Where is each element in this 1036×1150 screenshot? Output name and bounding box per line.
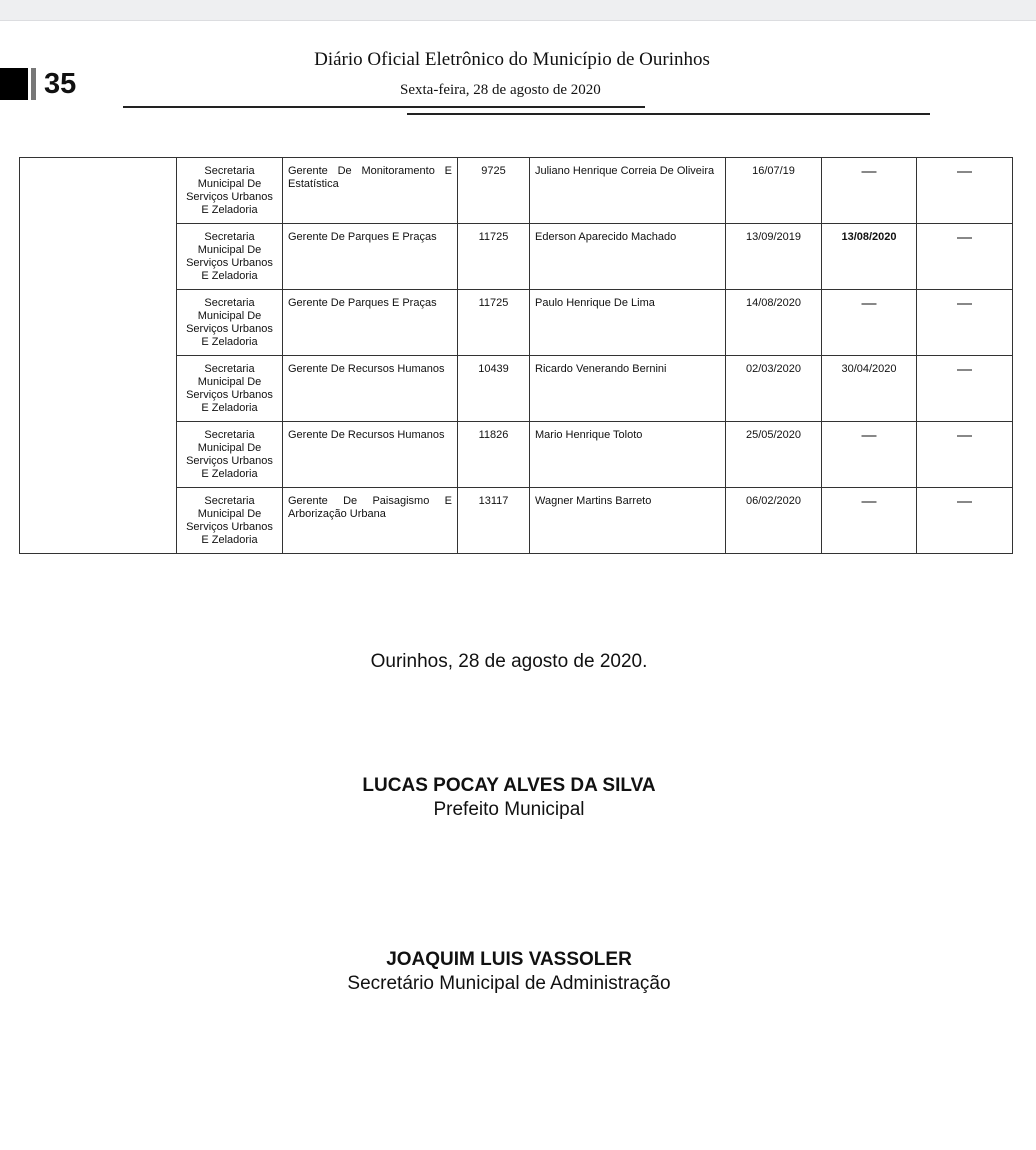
cell-secretaria: Secretaria Municipal De Serviços Urbanos E Zeladoria — [177, 488, 283, 554]
cell-cargo: Gerente De Recursos Humanos — [283, 422, 458, 488]
place-date: Ourinhos, 28 de agosto de 2020. — [370, 651, 648, 672]
table-row — [20, 158, 1013, 224]
cell-data-inicio: 06/02/2020 — [726, 488, 822, 554]
cell-numero: 11725 — [458, 290, 530, 356]
cell-secretaria: Secretaria Municipal De Serviços Urbanos E Zeladoria — [177, 356, 283, 422]
cell-cargo: Gerente De Paisagismo E Arborização Urbana — [283, 488, 458, 554]
cell-data-fim: 30/04/2020 — [822, 356, 917, 422]
cell-secretaria: Secretaria Municipal De Serviços Urbanos E Zeladoria — [177, 422, 283, 488]
signature-role: Prefeito Municipal — [433, 799, 585, 820]
cell-data-inicio: 13/09/2019 — [726, 224, 822, 290]
cell-nome: Juliano Henrique Correia De Oliveira — [530, 158, 726, 224]
cell-numero: 9725 — [458, 158, 530, 224]
signature-name: JOAQUIM LUIS VASSOLER — [386, 949, 632, 970]
cell-data-inicio: 16/07/19 — [726, 158, 822, 224]
cell-cargo: Gerente De Parques E Praças — [283, 224, 458, 290]
cell-nome: Wagner Martins Barreto — [530, 488, 726, 554]
appointments-table — [19, 157, 1013, 554]
cell-data-fim: — — [822, 488, 917, 554]
cell-data-fim: — — [822, 290, 917, 356]
cell-observacao: — — [917, 356, 1013, 422]
cell-observacao: — — [917, 290, 1013, 356]
masthead-title-text: Diário Oficial Eletrônico do Município de Ourinhos — [314, 49, 710, 70]
masthead-title — [0, 49, 1036, 71]
page-marker-block — [0, 68, 28, 100]
cell-cargo: Gerente De Monitoramento E Estatística — [283, 158, 458, 224]
cell-numero: 10439 — [458, 356, 530, 422]
cell-secretaria: Secretaria Municipal De Serviços Urbanos E Zeladoria — [177, 224, 283, 290]
cell-numero: 11826 — [458, 422, 530, 488]
page-marker-bar — [31, 68, 36, 100]
viewer-top-bar — [0, 0, 1036, 21]
signature-name: LUCAS POCAY ALVES DA SILVA — [362, 775, 656, 796]
page-number: 35 — [44, 68, 77, 100]
cell-data-inicio: 25/05/2020 — [726, 422, 822, 488]
cell-nome: Paulo Henrique De Lima — [530, 290, 726, 356]
cell-observacao: — — [917, 224, 1013, 290]
cell-secretaria: Secretaria Municipal De Serviços Urbanos E Zeladoria — [177, 158, 283, 224]
cell-blank-left — [20, 158, 177, 554]
cell-data-fim: — — [822, 422, 917, 488]
page-marker — [0, 68, 76, 100]
signature-role: Secretário Municipal de Administração — [347, 973, 671, 994]
masthead-rule-upper — [123, 106, 645, 108]
masthead-date: Sexta-feira, 28 de agosto de 2020 — [400, 82, 601, 98]
cell-data-inicio: 14/08/2020 — [726, 290, 822, 356]
cell-data-inicio: 02/03/2020 — [726, 356, 822, 422]
masthead-rule-lower — [407, 113, 930, 115]
cell-observacao: — — [917, 158, 1013, 224]
cell-nome: Ricardo Venerando Bernini — [530, 356, 726, 422]
cell-data-fim: — — [822, 158, 917, 224]
cell-nome: Ederson Aparecido Machado — [530, 224, 726, 290]
cell-nome: Mario Henrique Toloto — [530, 422, 726, 488]
cell-numero: 13117 — [458, 488, 530, 554]
cell-cargo: Gerente De Parques E Praças — [283, 290, 458, 356]
cell-observacao: — — [917, 488, 1013, 554]
cell-observacao: — — [917, 422, 1013, 488]
cell-numero: 11725 — [458, 224, 530, 290]
cell-data-fim: 13/08/2020 — [822, 224, 917, 290]
cell-cargo: Gerente De Recursos Humanos — [283, 356, 458, 422]
cell-secretaria: Secretaria Municipal De Serviços Urbanos E Zeladoria — [177, 290, 283, 356]
